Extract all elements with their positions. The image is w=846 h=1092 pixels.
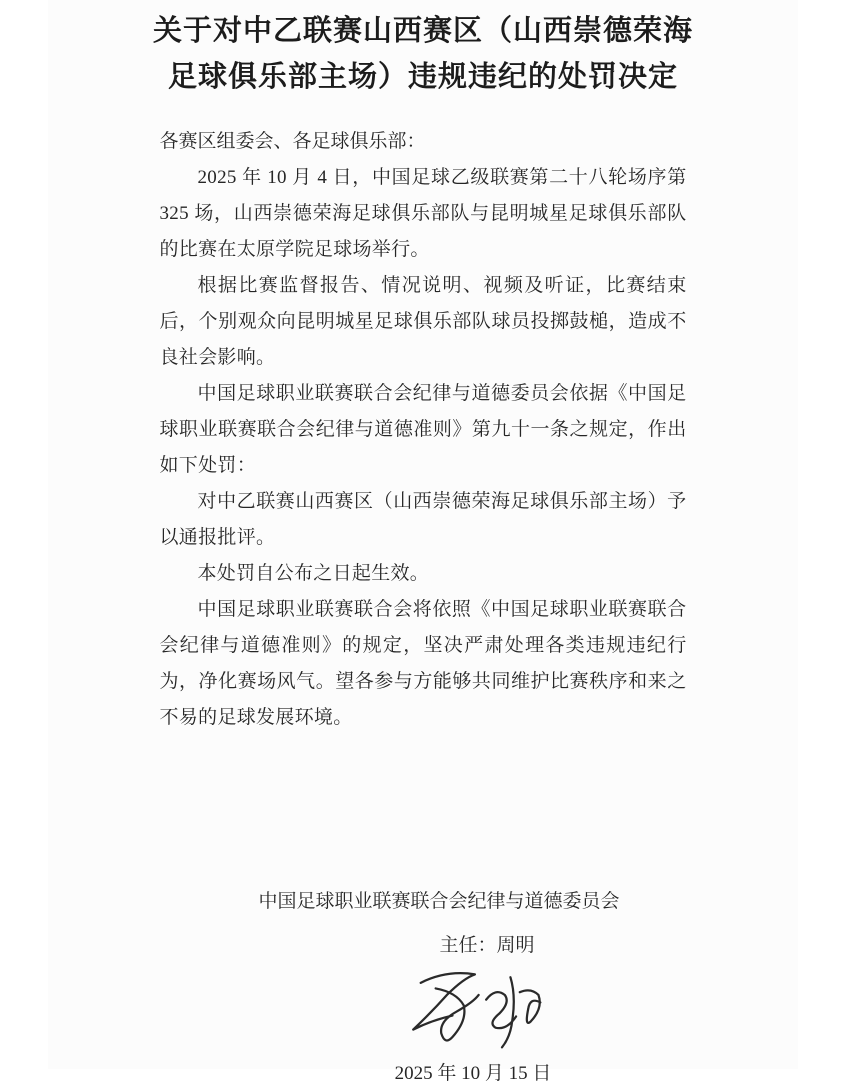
- document-page: [48, 0, 798, 1084]
- signature-handwriting-svg: [402, 966, 561, 1052]
- salutation: 各赛区组委会、各足球俱乐部：: [159, 131, 426, 152]
- paragraph-effective: 本处罚自公布之日起生效。: [197, 563, 430, 584]
- paragraph-incident: 根据比赛监督报告、情况说明、视频及听证，比赛结束后，个别观众向昆明城星足球俱乐部队球员投掷鼓槌，造成不良社会影响。: [159, 275, 687, 368]
- document-title: [143, 8, 703, 100]
- signature-date: 2025 年 10 月 15 日: [394, 1063, 552, 1084]
- signature-organization: 中国足球职业联赛联合会纪律与道德委员会: [258, 891, 620, 912]
- document-title-line2: 足球俱乐部主场）违规违纪的处罚决定: [167, 61, 678, 93]
- paragraph-legal-basis: 中国足球职业联赛联合会纪律与道德委员会依据《中国足球职业联赛联合会纪律与道德准则》第九十一条之规定，作出如下处罚：: [159, 383, 687, 476]
- signature-handwriting-image: [106, 966, 846, 1052]
- document-body: [160, 124, 687, 736]
- signature-signer-line: 主任：周明: [439, 935, 535, 956]
- paragraph-penalty: 对中乙联赛山西赛区（山西崇德荣海足球俱乐部主场）予以通报批评。: [159, 491, 687, 548]
- paragraph-closing: 中国足球职业联赛联合会将依照《中国足球职业联赛联合会纪律与道德准则》的规定，坚决严肃处理各类违规违纪行为，净化赛场风气。望各参与方能够共同维护比赛秩序和来之不易的足球发展环境。: [159, 599, 687, 728]
- document-title-line1: 关于对中乙联赛山西赛区（山西崇德荣海: [152, 15, 693, 47]
- signature-block: [48, 884, 798, 1092]
- paragraph-match-info: 2025 年 10 月 4 日，中国足球乙级联赛第二十八轮场序第 325 场，山西崇德荣海足球俱乐部队与昆明城星足球俱乐部队的比赛在太原学院足球场举行。: [159, 167, 687, 260]
